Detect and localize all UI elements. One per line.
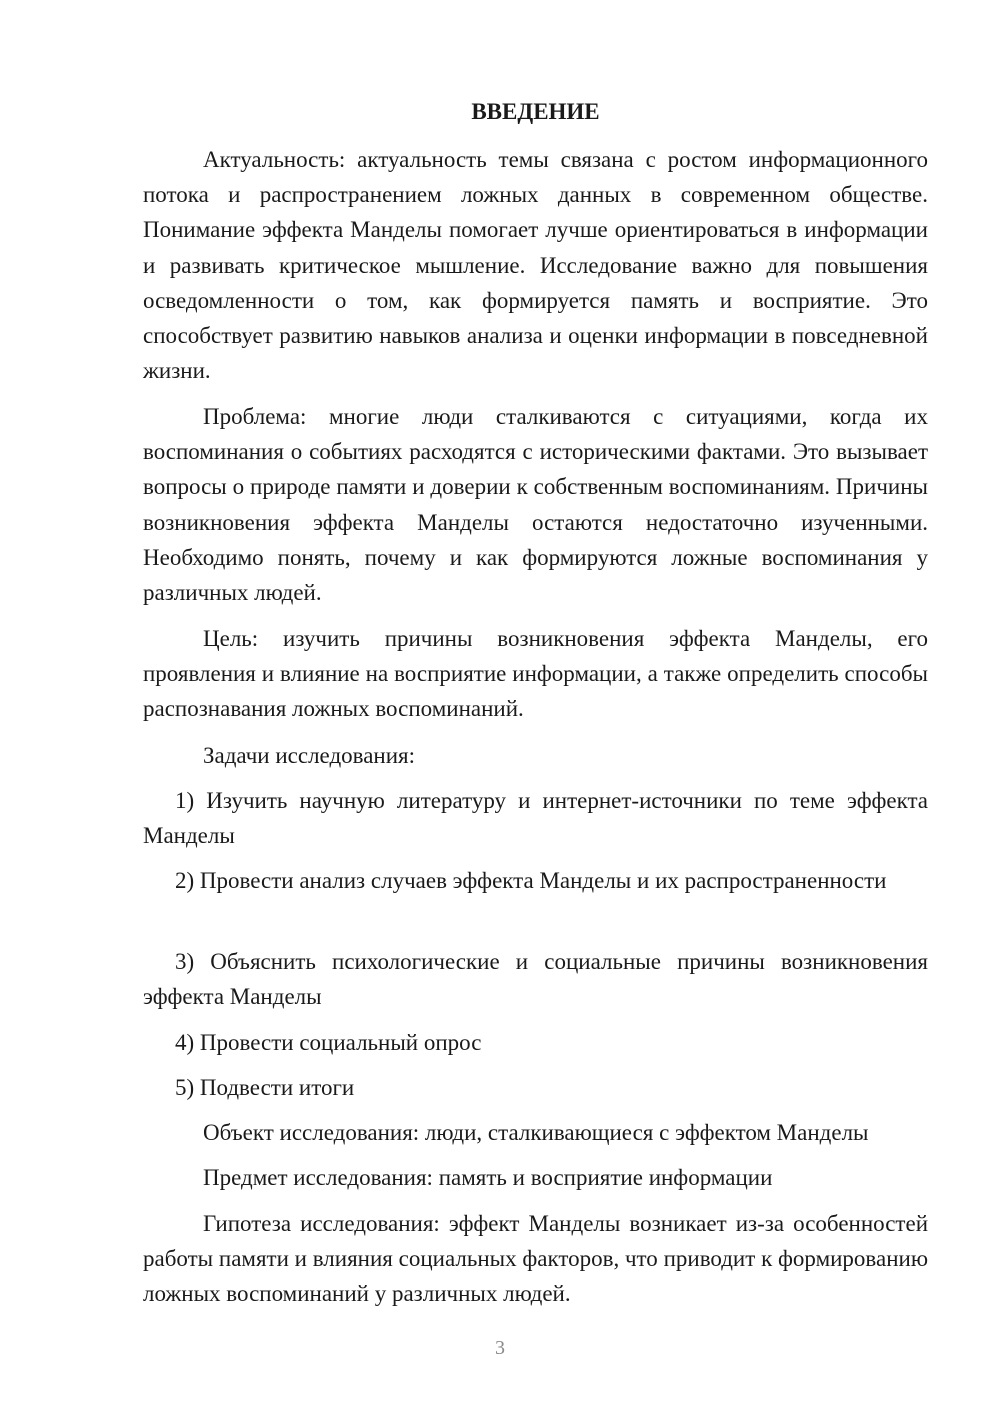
hypothesis-paragraph: Гипотеза исследования: эффект Манделы возникает из-за особенностей работы памяти и влияния социальных факторов, что приводит к формированию ложных воспоминаний у различных людей. [143, 1211, 928, 1307]
relevance-paragraph: Актуальность: актуальность темы связана с ростом информационного потока и распространением ложных данных в современном обществе. Понимание эффекта Манделы помогает лучше ориентироваться в информации и развивать критическое мышление. Исследование важно для повышения осведомленности о том, как формируется память и восприятие. Это способствует развитию навыков анализа и оценки информации в повседневной жизни. [143, 147, 928, 384]
task-item: 2) Провести анализ случаев эффекта Манделы и их распространенности [175, 868, 887, 893]
problem-paragraph: Проблема: многие люди сталкиваются с ситуациями, когда их воспоминания о событиях расходятся с историческими фактами. Это вызывает вопросы о природе памяти и доверии к собственным воспоминаниям. Причины возникновения эффекта Манделы остаются недостаточно изученными. Необходимо понять, почему и как формируются ложные воспоминания у различных людей. [143, 404, 928, 606]
task-item: 3) Объяснить психологические и социальные причины возникновения эффекта Манделы [143, 949, 928, 1010]
task-item: 1) Изучить научную литературу и интернет-источники по теме эффекта Манделы [143, 788, 928, 849]
section-heading: ВВЕДЕНИЕ [471, 99, 600, 124]
subject-line: Предмет исследования: память и восприятие информации [203, 1165, 773, 1190]
goal-paragraph: Цель: изучить причины возникновения эффекта Манделы, его проявления и влияние на восприятие информации, а также определить способы распознавания ложных воспоминаний. [143, 626, 928, 722]
tasks-heading: Задачи исследования: [203, 743, 416, 768]
page-number: 3 [495, 1337, 505, 1359]
task-item: 4) Провести социальный опрос [175, 1030, 482, 1055]
task-item: 5) Подвести итоги [175, 1075, 355, 1100]
object-line: Объект исследования: люди, сталкивающиеся с эффектом Манделы [203, 1120, 869, 1145]
